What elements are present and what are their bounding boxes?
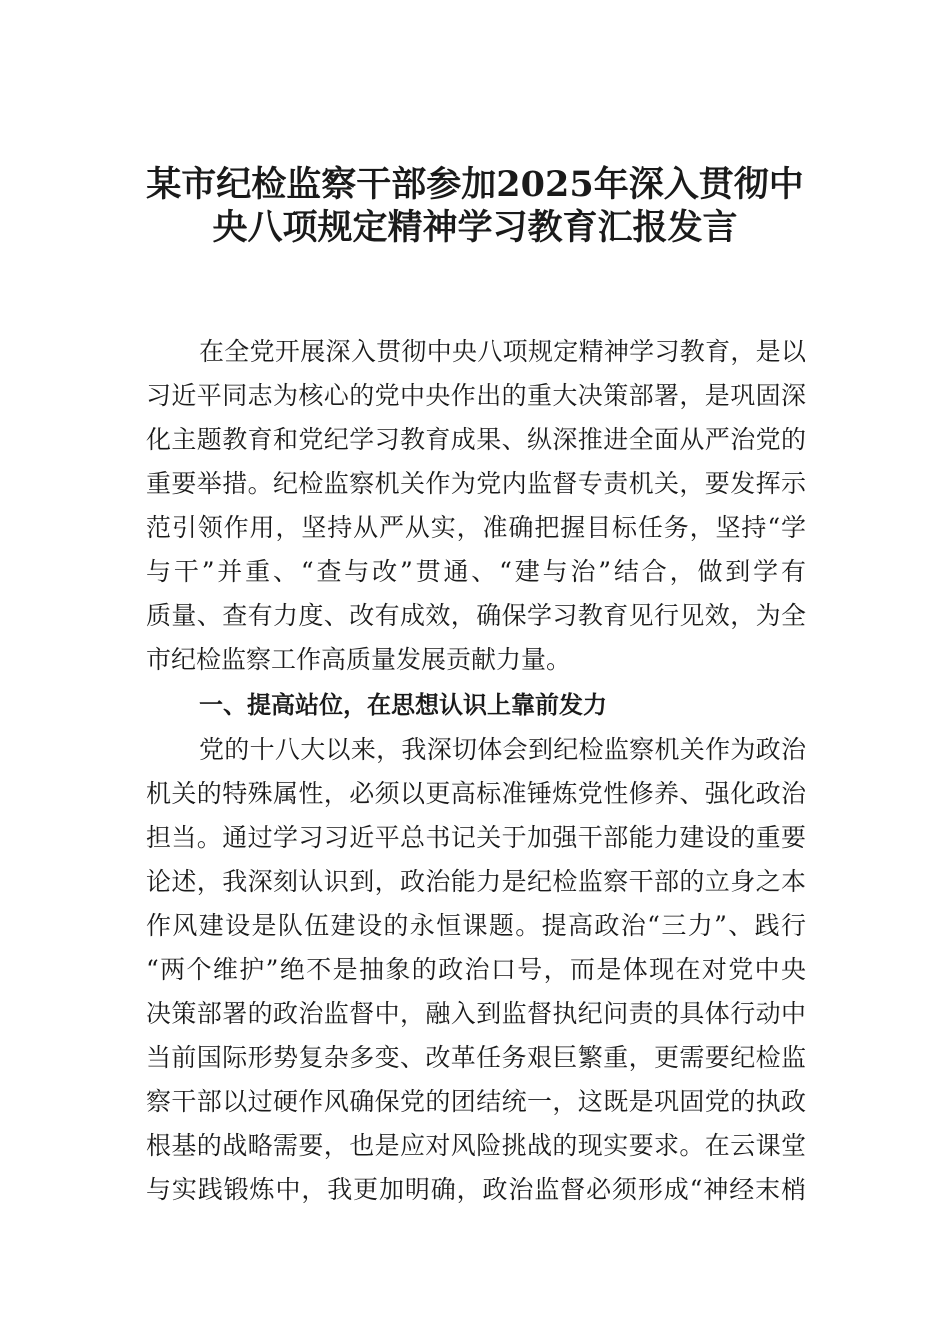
paragraph-2-line: 论述，我深刻认识到，政治能力是纪检监察干部的立身之本 [146, 867, 806, 896]
paragraph-2-line: 机关的特殊属性，必须以更高标准锤炼党性修养、强化政治 [146, 779, 806, 808]
paragraph-2-line: 与实践锻炼中，我更加明确，政治监督必须形成“神经末梢 [146, 1175, 806, 1204]
paragraph-1-line: 质量、查有力度、改有成效，确保学习教育见行见效，为全 [146, 601, 806, 630]
paragraph-2-line: 当前国际形势复杂多变、改革任务艰巨繁重，更需要纪检监 [146, 1043, 806, 1072]
paragraph-1-line: 市纪检监察工作高质量发展贡献力量。 [146, 645, 572, 674]
paragraph-2-line: 作风建设是队伍建设的永恒课题。提高政治“三力”、践行 [146, 911, 806, 940]
paragraph-2-line: 察干部以过硬作风确保党的团结统一，这既是巩固党的执政 [146, 1087, 806, 1116]
paragraph-1-line: 范引领作用，坚持从严从实，准确把握目标任务，坚持“学 [146, 513, 806, 542]
paragraph-2-line: “两个维护”绝不是抽象的政治口号，而是体现在对党中央 [146, 955, 806, 984]
paragraph-2-line: 决策部署的政治监督中，融入到监督执纪问责的具体行动中 [146, 999, 806, 1028]
section-heading-1: 一、提高站位，在思想认识上靠前发力 [199, 691, 607, 719]
paragraph-1-line: 习近平同志为核心的党中央作出的重大决策部署，是巩固深 [146, 381, 806, 410]
paragraph-2-line: 党的十八大以来，我深切体会到纪检监察机关作为政治 [199, 735, 806, 764]
paragraph-1-line: 在全党开展深入贯彻中央八项规定精神学习教育，是以 [199, 337, 806, 366]
document-title-line-2: 央八项规定精神学习教育汇报发言 [212, 207, 738, 248]
paragraph-2-line: 根基的战略需要，也是应对风险挑战的现实要求。在云课堂 [146, 1131, 806, 1160]
paragraph-2-line: 担当。通过学习习近平总书记关于加强干部能力建设的重要 [146, 823, 806, 852]
paragraph-1-line: 重要举措。纪检监察机关作为党内监督专责机关，要发挥示 [146, 469, 806, 498]
paragraph-1-line: 化主题教育和党纪学习教育成果、纵深推进全面从严治党的 [146, 425, 806, 454]
document-title-line-1: 某市纪检监察干部参加2025年深入贯彻中 [146, 164, 804, 205]
paragraph-1-line: 与干”并重、“查与改”贯通、“建与治”结合，做到学有 [146, 557, 806, 586]
